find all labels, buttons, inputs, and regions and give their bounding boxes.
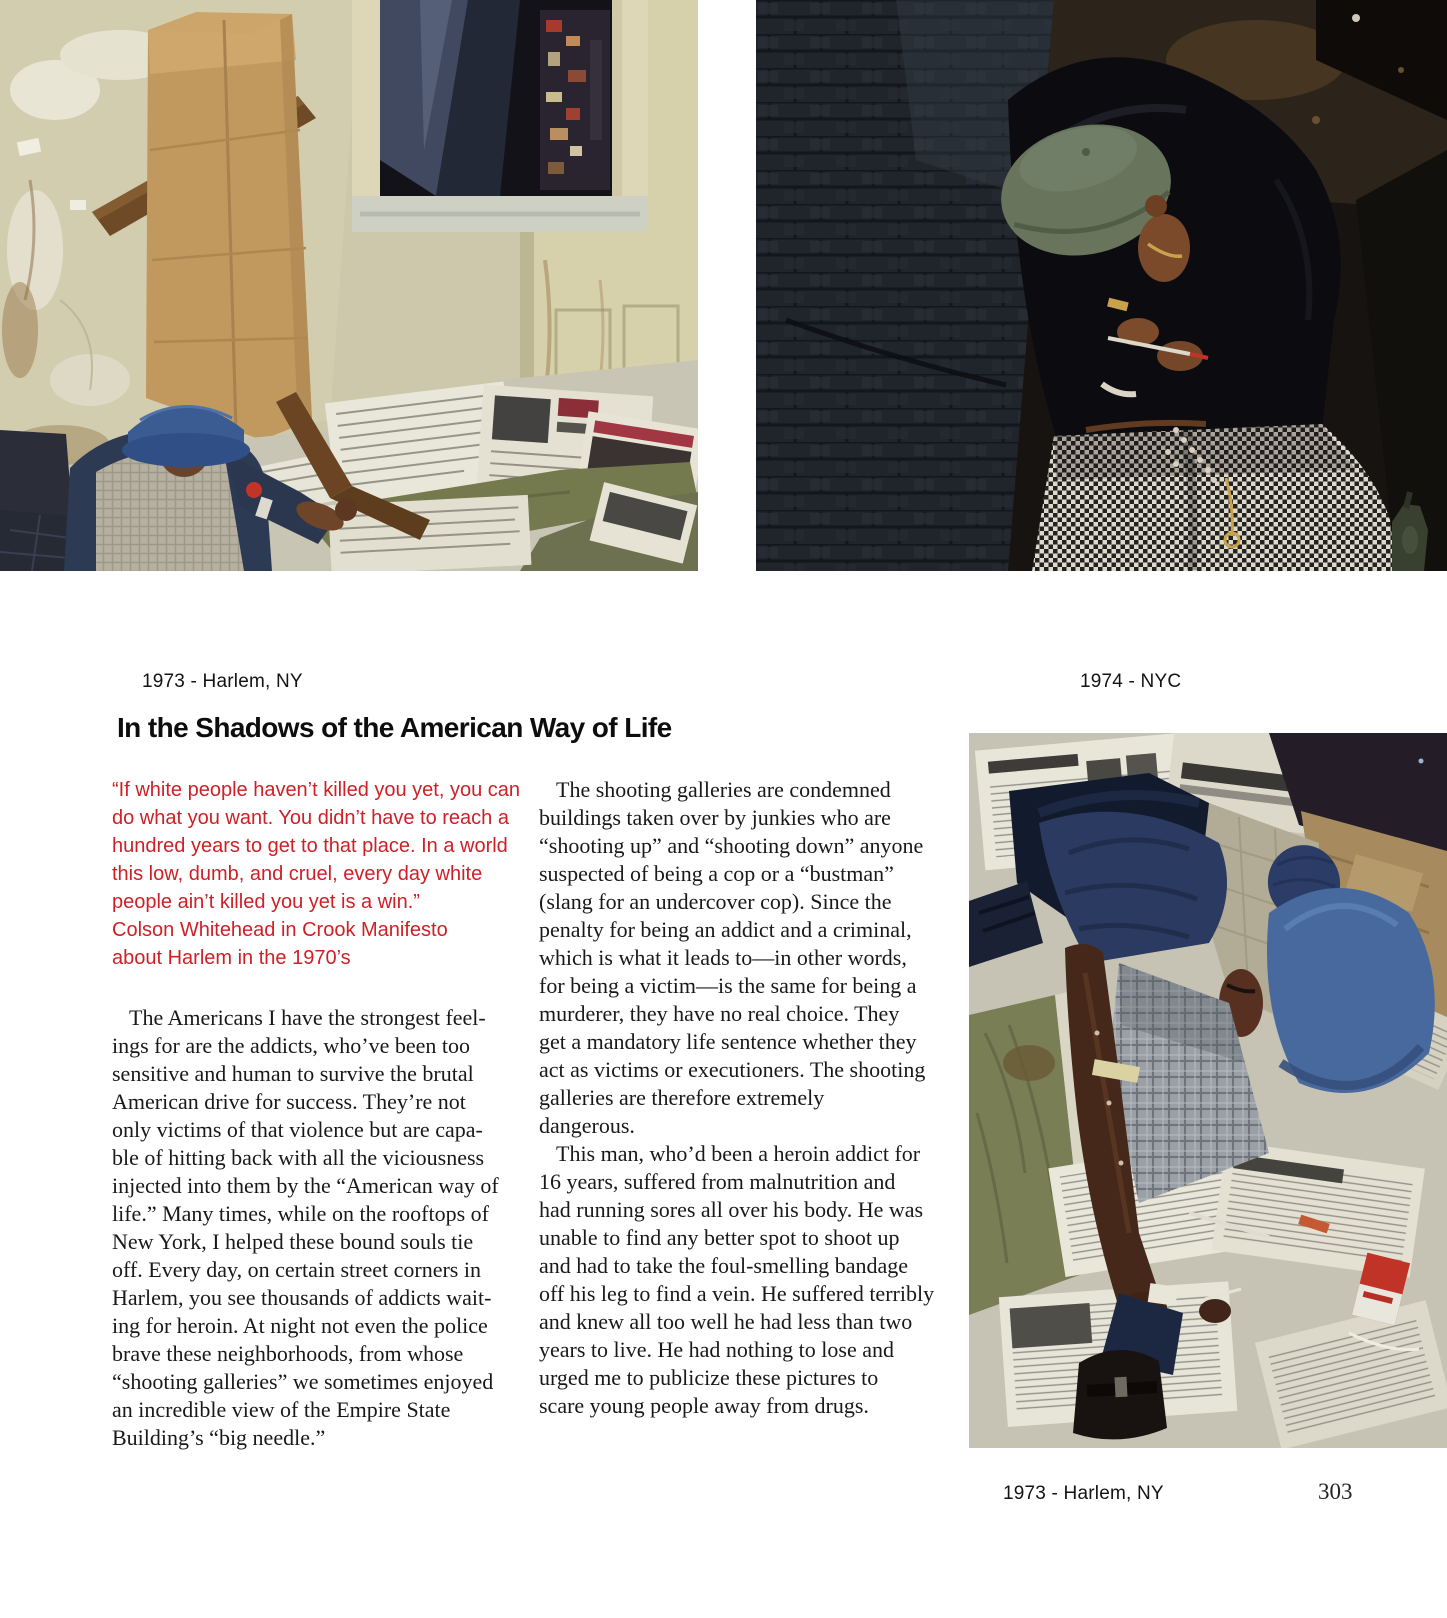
text-line: murderer, they have no real choice. They: [539, 1001, 900, 1026]
text-line: only victims of that violence but are capa-: [112, 1117, 483, 1142]
pull-quote: [112, 776, 520, 972]
text-line: brave these neighborhoods, from whose: [112, 1341, 464, 1366]
body-column-1: [112, 1004, 499, 1452]
text-line: urged me to publicize these pictures to: [539, 1365, 879, 1390]
body-column-2: [539, 776, 934, 1420]
text-line: years to live. He had nothing to lose and: [539, 1337, 894, 1362]
photo-derelict-room: [0, 0, 698, 571]
text-line: New York, I helped these bound souls tie: [112, 1229, 474, 1254]
text-line: had running sores all over his body. He was: [539, 1197, 924, 1222]
text-line: which is what it leads to—in other words,: [539, 945, 907, 970]
text-line: “If white people haven’t killed you yet, you can: [112, 779, 521, 801]
text-line: dangerous.: [539, 1113, 635, 1138]
photo-caption-3: 1973 - Harlem, NY: [1003, 1483, 1164, 1504]
text-line: American drive for success. They’re not: [112, 1089, 466, 1114]
text-line: ings for are the addicts, who’ve been too: [112, 1033, 470, 1058]
text-line: and had to take the foul-smelling bandage: [539, 1253, 908, 1278]
text-line: ing for heroin. At night not even the police: [112, 1313, 488, 1338]
photo-caption-1: 1973 - Harlem, NY: [142, 671, 303, 692]
text-line: hundred years to get to that place. In a world: [112, 835, 508, 857]
text-line: 16 years, suffered from malnutrition and: [539, 1169, 896, 1194]
text-line: life.” Many times, while on the rooftops of: [112, 1201, 489, 1226]
text-line: off his leg to find a vein. He suffered terribly: [539, 1281, 935, 1306]
text-line: sensitive and human to survive the brutal: [112, 1061, 474, 1086]
photo-man-brick-wall-illustration: [756, 0, 1447, 571]
body-paragraph-1: [539, 776, 934, 1140]
photo-derelict-room-illustration: [0, 0, 698, 571]
text-line: people ain’t killed you yet is a win.”: [112, 891, 420, 913]
text-line: The shooting galleries are condemned: [556, 777, 891, 802]
page-number: 303: [1318, 1479, 1353, 1504]
text-line: Building’s “big needle.”: [112, 1425, 326, 1450]
text-line: “shooting up” and “shooting down” anyone: [539, 833, 924, 858]
text-line: act as victims or executioners. The shooting: [539, 1057, 926, 1082]
text-line: buildings taken over by junkies who are: [539, 805, 891, 830]
photo-man-brick-wall: [756, 0, 1447, 571]
text-line: The Americans I have the strongest feel-: [129, 1005, 486, 1030]
text-line: an incredible view of the Empire State: [112, 1397, 451, 1422]
photo-caption-2: 1974 - NYC: [1080, 671, 1182, 692]
text-line: penalty for being an addict and a criminal,: [539, 917, 912, 942]
text-line: galleries are therefore extremely: [539, 1085, 825, 1110]
text-line: suspected of being a cop or a “bustman”: [539, 861, 894, 886]
text-line: off. Every day, on certain street corners in: [112, 1257, 481, 1282]
photo-newspapers-addict: [969, 733, 1447, 1448]
photo-newspapers-addict-illustration: [969, 733, 1447, 1448]
text-line: (slang for an undercover cop). Since the: [539, 889, 892, 914]
text-line: Harlem, you see thousands of addicts wait-: [112, 1285, 492, 1310]
article-title: In the Shadows of the American Way of Life: [117, 712, 672, 743]
text-line: injected into them by the “American way of: [112, 1173, 499, 1198]
text-line: and knew all too well he had less than two: [539, 1309, 913, 1334]
text-line: about Harlem in the 1970’s: [112, 947, 351, 969]
body-paragraph-2: [539, 1140, 934, 1420]
text-line: scare young people away from drugs.: [539, 1393, 869, 1418]
text-line: Colson Whitehead in Crook Manifesto: [112, 919, 448, 941]
text-line: get a mandatory life sentence whether they: [539, 1029, 917, 1054]
text-line: this low, dumb, and cruel, every day white: [112, 863, 483, 885]
text-line: unable to find any better spot to shoot up: [539, 1225, 900, 1250]
text-line: This man, who’d been a heroin addict for: [556, 1141, 921, 1166]
text-line: do what you want. You didn’t have to reach a: [112, 807, 509, 829]
text-line: for being a victim—is the same for being a: [539, 973, 917, 998]
text-line: ble of hitting back with all the viciousness: [112, 1145, 485, 1170]
text-line: “shooting galleries” we sometimes enjoyed: [112, 1369, 494, 1394]
